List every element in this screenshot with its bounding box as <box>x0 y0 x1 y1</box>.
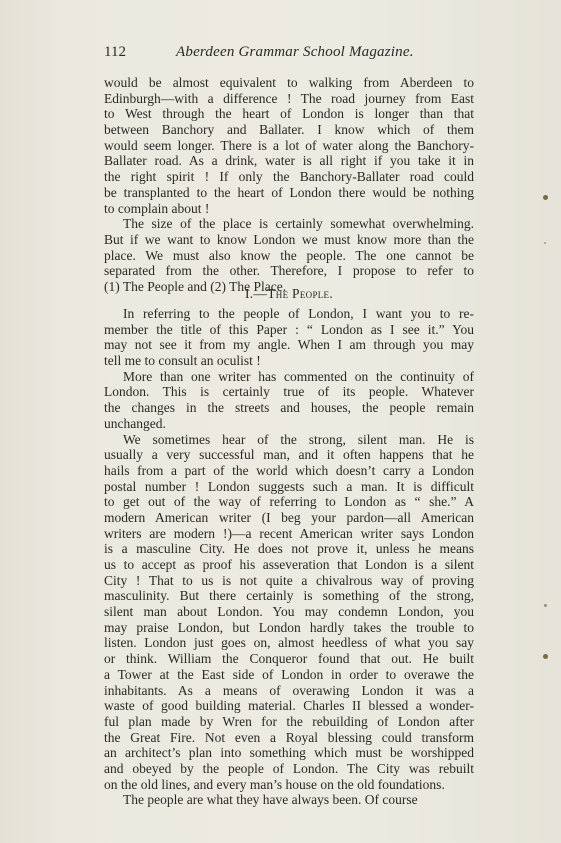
paper-spot <box>544 242 546 244</box>
text-line: In referring to the people of London, I want you to re- <box>123 306 474 321</box>
text-line: to get out of the way of referring to London as “ she.” A <box>104 494 474 510</box>
paper-spot <box>543 195 548 200</box>
text-line: member the title of this Paper : “ London as I see it.” You <box>104 321 474 337</box>
text-line: usually a very successful man, and it often happens that he <box>104 447 474 463</box>
text-line: us to accept as proof his asseveration that London is a silent <box>104 557 474 572</box>
page-number: 112 <box>104 44 126 60</box>
text-line: and obeyed by the people of London. The City was rebuilt <box>104 760 474 776</box>
text-line: on the old lines, and every man’s house on the old foundations. <box>104 776 445 792</box>
text-line: the changes in the streets and houses, the people remain <box>104 400 474 416</box>
text-line: unchanged. <box>104 415 166 431</box>
text-line: may not see it from my angle. When I am through you may <box>104 337 474 353</box>
text-line: the right spirit ! If only the Banchory-Ballater road could <box>104 169 474 185</box>
paragraph <box>104 75 474 216</box>
text-line: More than one writer has commented on the continuity of <box>123 368 474 384</box>
text-line: may praise London, but London hardly takes the trouble to <box>104 619 474 635</box>
text-line: ful plan made by Wren for the rebuilding of London after <box>104 713 474 729</box>
text-line: London. This is certainly true of its people. Whatever <box>104 384 474 400</box>
text-line: would be almost equivalent to walking from Aberdeen to <box>104 75 474 90</box>
text-line: the Great Fire. Not even a Royal blessing could transform <box>104 729 474 745</box>
text-line: The size of the place is certainly somewhat overwhelming. <box>123 216 474 232</box>
text-line: an architect’s plan into something which must be worshipped <box>104 745 474 761</box>
text-line: hails from a part of the world which doesn’t carry a London <box>104 462 474 478</box>
paragraph <box>104 369 474 432</box>
paragraph <box>104 216 474 294</box>
text-line: masculinity. But there certainly is something of the strong, <box>104 588 474 604</box>
text-line: place. We must also know the people. The one cannot be <box>104 247 474 263</box>
paragraph <box>104 792 474 808</box>
running-title: Aberdeen Grammar School Magazine. <box>176 44 414 60</box>
paragraph <box>104 432 474 793</box>
text-line: postal number ! London suggests such a man. It is difficult <box>104 478 474 494</box>
text-line: inhabitants. As a means of overawing London it was a <box>104 682 474 698</box>
text-line: We sometimes hear of the strong, silent man. He is <box>123 431 474 447</box>
text-line: (1) The People and (2) The Place. <box>104 278 287 294</box>
text-line: City ! That to us is not quite a chivalrous way of proving <box>104 572 474 588</box>
text-line: a Tower at the East side of London in order to overawe the <box>104 666 474 682</box>
text-line: silent man about London. You may condemn London, you <box>104 604 474 620</box>
text-line: is a masculine City. He does not prove it, unless he means <box>104 541 474 557</box>
text-line: between Banchory and Ballater. I know which of them <box>104 122 474 138</box>
text-line: separated from the other. Therefore, I propose to refer to <box>104 263 474 279</box>
body-text-bottom <box>104 306 474 808</box>
text-line: Ballater road. As a drink, water is all right if you take it in <box>104 153 474 169</box>
text-line: Edinburgh—with a difference ! The road journey from East <box>104 90 474 106</box>
text-line: to complain about ! <box>104 200 210 216</box>
paragraph <box>104 306 474 369</box>
paper-spot <box>543 654 548 659</box>
text-line: But if we want to know London we must know more than the <box>104 231 474 247</box>
text-line: writers are modern !)—a recent American writer says London <box>104 525 474 541</box>
text-line: waste of good building material. Charles II blessed a wonder- <box>104 698 474 714</box>
paper-spot <box>544 604 547 607</box>
text-line: to West through the heart of London is longer than that <box>104 106 474 122</box>
page-header <box>104 44 474 66</box>
text-line: or think. William the Conqueror found that out. He built <box>104 651 474 667</box>
text-line: The people are what they have always been. Of course <box>123 792 418 808</box>
text-line: be transplanted to the heart of London there would be nothing <box>104 184 474 200</box>
text-line: would seem longer. There is a lot of water along the Banchory- <box>104 137 474 153</box>
text-line: modern American writer (I beg your pardon—all American <box>104 509 474 525</box>
body-text-top <box>104 75 474 295</box>
section-heading: I.—The People. <box>244 286 334 301</box>
text-line: listen. London just goes on, almost heedless of what you say <box>104 635 474 651</box>
text-line: tell me to consult an oculist ! <box>104 353 261 369</box>
